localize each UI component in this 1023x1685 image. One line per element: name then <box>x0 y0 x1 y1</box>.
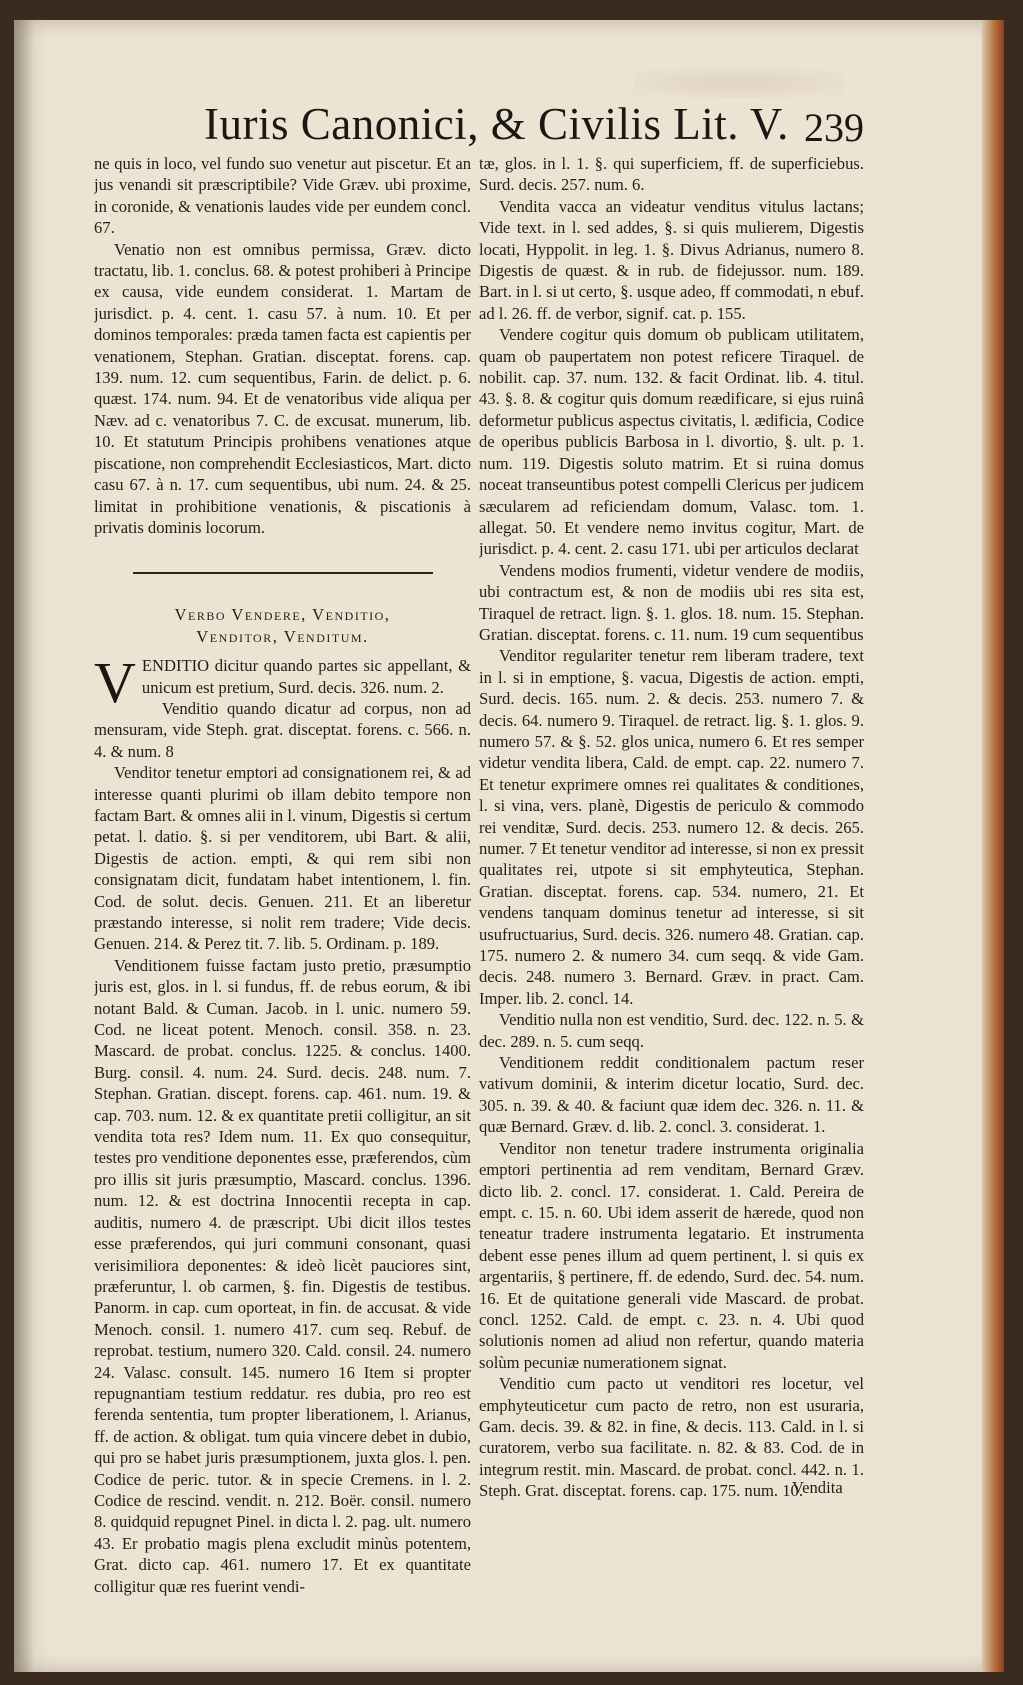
right-column <box>479 153 864 1613</box>
paragraph: Venditio quando dicatur ad corpus, non ad mensuram, vide Steph. grat. disceptat. forens. c. 566. n. 4. & num. 8 <box>94 698 471 761</box>
paragraph: Venditor non tenetur tradere instrumenta originalia emptori pertinentia ad rem venditam, Bernard Græv. dicto lib. 2. concl. 17. considerat. 1. Cald. Pereira de empt. c. 15. n. 60. Ubi idem asserit de hærede, quod non teneatur tradere instrumenta legatario. Et instrumenta debent esse penes illum ad quem pertinent, l. si quis ex argentariis, § pertinere, ff. de edendo, Surd. dec. 54. num. 16. Et de quitatione generali vide Mascard. de probat. concl. 1252. Cald. de empt. c. 23. n. 4. Ubi quod solutionis nomen ad aliud non refertur, quando materia solùm pecuniæ numerationem signat. <box>479 1138 864 1372</box>
paragraph: Venditor regulariter tenetur rem liberam tradere, text in l. si in emptione, §. vacua, Digestis de action. empti, Surd. decis. 165. num. 2. & decis. 253. numero 7. & decis. 64. numero 9. Tiraquel. de retract. lig. §. 1. glos. 9. numero 57. & §. 52. glos unica, numero 6. Et res semper videtur vendita libera, Cald. de empt. cap. 22. numero 7. Et tenetur exprimere omnes rei qualitates & conditiones, l. si vina, vers. planè, Digestis de periculo & commodo rei venditæ, Surd. decis. 253. numero 12. & decis. 265. numer. 7 Et tenetur venditor ad interesse, si non ex pressit qualitates rei, utpote si sit emphyteutica, Stephan. Gratian. disceptat. forens. cap. 534. numero, 21. Et vendens tanquam dominus tenetur ad interesse, si sit usufructuarius, Surd. decis. 326. numero 48. Gratian. cap. 175. numero 2. & numero 34. cum seqq. & vide Gam. decis. 248. numero 3. Bernard. Græv. in pract. Cam. Imper. lib. 2. concl. 14. <box>479 646 864 1008</box>
running-header: Iuris Canonici, & Civilis Lit. V. <box>204 99 789 149</box>
section-divider <box>133 572 433 574</box>
paragraph: Venatio non est omnibus permissa, Græv. dicto tractatu, lib. 1. conclus. 68. & potest prohiberi à Principe ex causa, vide eundem considerat. 1. Martam de jurisdict. p. 4. cent. 1. casu 57. à num. 10. Et per dominos temporales: præda tamen facta est capientis per venationem, Stephan. Gratian. disceptat. forens. cap. 139. num. 12. cum sequentibus, Farin. de delict. p. 6. quæst. 174. num. 94. Et de venatoribus vide aliqua per Næv. ad c. venatoribus 7. C. de excusat. munerum, lib. 10. Et statutum Principis prohibens venationes atque piscatione, non comprehendit Ecclesiasticos, Mart. dicto casu 67. à n. 17. cum sequentibus, ubi num. 24. & 25. limitat in prohibitione venationis, & piscationis à privatis dominis locorum. <box>94 239 471 537</box>
paragraph: Vendere cogitur quis domum ob publicam utilitatem, quam ob paupertatem non potest reficere Tiraquel. de nobilit. cap. 37. num. 132. & facit Ordinat. lib. 4. titul. 43. §. 8. & cogitur quis domum reædificare, si ejus ruinâ deformetur publicus aspectus civitatis, l. ædificia, Codice de operibus publicis Barbosa in l. divortio, §. ult. p. 1. num. 119. Digestis soluto matrim. Et si ruina domus noceat transeuntibus potest compelli Clericus per judicem sæcularem ad reficiendam domum, Valasc. tom. 1. allegat. 50. Et vendere nemo invitus cogitur, Mart. de jurisdict. p. 4. cent. 2. casu 171. ubi per articulos declarat <box>479 325 864 559</box>
paragraph: Venditionem fuisse factam justo pretio, præsumptio juris est, glos. in l. si fundus, ff. de rebus eorum, & ibi notant Bald. & Cuman. Jacob. in l. unic. numero 59. Cod. ne liceat potent. Menoch. consil. 358. n. 23. Mascard. de probat. conclus. 1225. & conclus. 1400. Burg. consil. 4. num. 24. Surd. decis. 248. num. 7. Stephan. Gratian. discept. forens. cap. 461. num. 19. & cap. 703. num. 12. & ex quantitate pretii colligitur, an sit vendita tota res? Idem num. 11. Ex quo consequitur, testes pro venditione deponentes esse, præferendos, cùm pro illis sit juris præsumptio, Mascard. conclus. 1396. num. 12. & est doctrina Innocentii recepta in cap. auditis, numero 4. de præscript. Ubi dicit illos testes esse præferendos, qui juri communi consonant, quasi verisimiliora deponentes: & ideò licèt pauciores sint, præferuntur, l. ob carmen, §. fin. Digestis de testibus. Panorm. in cap. cum oporteat, in fin. de accusat. & vide Menoch. consil. 1. numero 417. cum seq. Rebuf. de reprobat. testium, numero 320. Cald. consil. 24. numero 24. Valasc. consult. 145. numero 16 Item si propter repugnantiam testium reddatur. res dubia, pro reo est ferenda sententia, tum propter liberationem, l. Arianus, ff. de action. & obligat. tum quia vincere debet in dubio, qui pro se habet juris præsumptionem, juxta glos. l. pen. Codice de peric. tutor. & in specie Cremens. in l. 2. Codice de rescind. vendit. n. 212. Boër. consil. numero 8. quidquid repugnet Pinel. in dicta l. 2. pag. ult. numero 43. Er probatio magis plena excludit minùs potentem, Grat. dicto cap. 461. numero 17. Et ex quantitate colligitur quæ res fuerint vendi- <box>94 955 471 1596</box>
paragraph: Venditio nulla non est venditio, Surd. dec. 122. n. 5. & dec. 289. n. 5. cum seqq. <box>479 1010 864 1051</box>
page-edge <box>982 20 1004 1672</box>
paragraph: Vendita vacca an videatur venditus vitulus lactans; Vide text. in l. sed addes, §. si quis mulierem, Digestis locati, Hyppolit. in leg. 1. §. Divus Adrianus, numero 8. Digestis de quæst. & in rub. de fidejussor. num. 189. Bart. in l. si ut certo, §. usque adeo, ff commodati, n ebuf. ad l. 26. ff. de verbor, signif. cat. p. 155. <box>479 196 864 323</box>
paper-stain <box>634 68 844 98</box>
section-heading-line-2: Venditor, Venditum. <box>196 626 369 646</box>
left-column <box>94 153 471 1653</box>
paragraph: tæ, glos. in l. 1. §. qui superficiem, ff. de superficiebus. Surd. decis. 257. num. 6. <box>479 154 864 195</box>
paragraph: Venditionem reddit conditionalem pactum reser vativum dominii, & interim dicetur locatio, Surd. dec. 305. n. 39. & 40. & faciunt quæ idem dec. 326. n. 11. & quæ Bernard. Græv. d. lib. 2. concl. 3. considerat. 1. <box>479 1053 864 1137</box>
page-number: 239 <box>804 105 864 150</box>
paragraph: Venditio cum pacto ut venditori res locetur, vel emphyteuticetur cum pacto de retro, non est usuraria, Gam. decis. 39. & 82. in fine, & decis. 113. Cald. in l. si curatorem, verbo sua facilitate. n. 82. & 83. Cod. de in integrum restit. min. Mascard. de probat. concl. 442. n. 1. Steph. Grat. disceptat. forens. cap. 175. num. 10. <box>479 1374 864 1501</box>
paragraph <box>94 650 471 716</box>
book-page <box>14 20 1004 1672</box>
section-heading-line-1: Verbo Vendere, Venditio, <box>174 605 391 625</box>
paragraph-text: ENDITIO dicitur quando partes sic appellant, & unicum est pretium, Surd. decis. 326. num. 2. <box>141 656 471 697</box>
paragraph: Venditor tenetur emptori ad consignationem rei, & ad interesse quanti plurimi ob illam debito tempore non factam Bart. & omnes alii in l. vinum, Digestis si certum petat. l. datio. §. si per venditorem, ubi Bart. & alii, Digestis de action. empti, & qui rem sibi non consignatam dicit, fundatam habet intentionem, l. fin. Cod. de solut. decis. Genuen. 211. Et an liberetur præstando interesse, si nolit rem tradere; Vide decis. Genuen. 214. & Perez tit. 7. lib. 5. Ordinam. p. 189. <box>94 763 471 954</box>
paragraph: ne quis in loco, vel fundo suo venetur aut piscetur. Et an jus venandi sit præscriptibile? Vide Græv. ubi proxime, in coronide, & venationis laudes vide per eundem concl. 67. <box>94 154 471 238</box>
paragraph: Vendens modios frumenti, videtur vendere de modiis, ubi contractum est, & non de modiis ubi res sita est, Tiraquel de retract. lign. §. 1. glos. 18. num. 15. Stephan. Gratian. disceptat. forens. c. 11. num. 19 cum sequentibus <box>479 560 864 644</box>
dropcap: V <box>94 650 136 716</box>
catchword: Vendita <box>792 1478 843 1497</box>
gutter-shadow <box>14 20 34 1672</box>
